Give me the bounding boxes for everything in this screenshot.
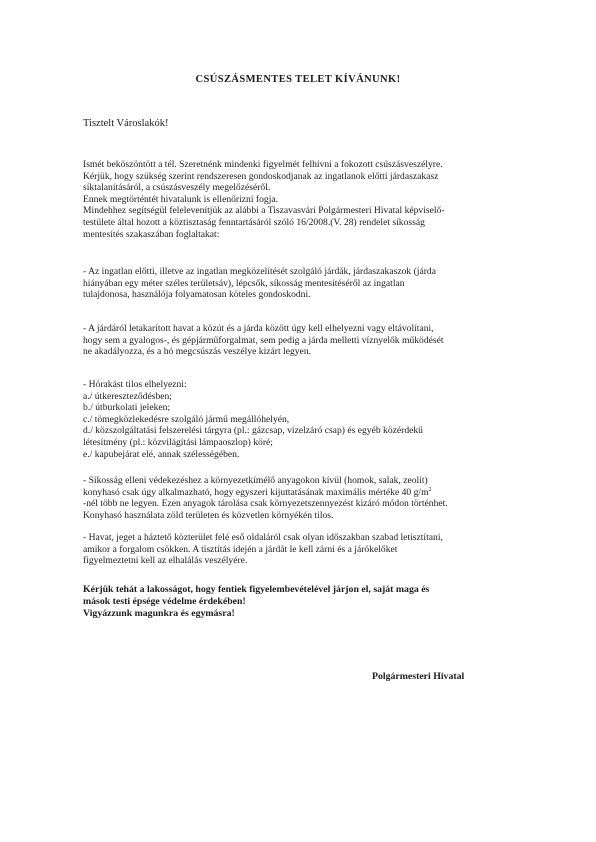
superscript: 2 xyxy=(428,486,432,493)
rule-line: tulajdonosa, használója folyamatosan köteles gondoskodni. xyxy=(83,289,311,301)
rule-sidewalk-clearing xyxy=(83,266,535,301)
rule-snow-removal xyxy=(83,323,535,358)
closing-line: mások testi épsége védelme érdekében! xyxy=(83,596,246,607)
signature: Polgármesteri Hivatal xyxy=(372,671,465,682)
rule-line: figyelmeztetni kell az elhalálás veszélyére. xyxy=(83,555,248,567)
intro-line: Mindehhez segítségül felelevenítjük az alábbi a Tiszavasvári Polgármesteri Hivatal képviselő- xyxy=(83,205,445,217)
rule-line: amikor a forgalom csökken. A tisztítás idején a járdát le kell zárni és a járókelőket xyxy=(83,543,398,555)
list-item: létesítmény (pl.: közvilágítási lámpaoszlop) köré; xyxy=(83,436,273,448)
rule-line: - A járdáról letakarított havat a közút és a járda között úgy kell elhelyezni vagy eltávolítani, xyxy=(83,323,434,334)
list-item: b./ útburkolati jeleken; xyxy=(83,402,171,414)
closing-appeal xyxy=(83,584,535,620)
rule-line: hogy sem a gyalogos-, és gépjárműforgalmat, sem pedig a járda melletti víznyelők működését xyxy=(83,334,444,346)
intro-line: mentesítés szakaszában foglaltakat: xyxy=(83,228,220,240)
closing-line: Kérjük tehát a lakosságot, hogy fentiek figyelembevételével járjon el, saját maga és xyxy=(83,584,430,595)
snow-pile-restrictions xyxy=(83,379,535,460)
document-title: CSÚSZÁSMENTES TELET KÍVÁNUNK! xyxy=(195,74,401,85)
closing-line: Vigyázzunk magunkra és egymásra! xyxy=(83,608,235,619)
list-item: c./ tömegközlekedésre szolgáló jármű megállóhelyén, xyxy=(83,413,290,425)
rule-line: hiányában egy méter széles területsáv), lépcsők, síkosság mentesítéséről az ingatlan xyxy=(83,277,405,289)
rule-text: konyhasó csak úgy alkalmazható, hogy egyszeri kijuttatásának maximális mértéke 40 g/m xyxy=(83,486,429,498)
list-item: e./ kapubejárat elé, annak szélességében. xyxy=(83,448,240,460)
intro-line: síktalanításáról, a csúszásveszély megelőzéséről. xyxy=(83,182,271,194)
rule-roof-clearing xyxy=(83,532,535,567)
rule-line: -nél több ne legyen. Ezen anyagok tárolása csak környezetszennyezést kizáró módon történhet. xyxy=(83,498,448,510)
list-item: a./ útkereszteződésben; xyxy=(83,390,172,402)
intro-line: testülete által hozott a köztisztaság fenntartásáról szóló 16/2008.(V. 28) rendelet síkosság xyxy=(83,216,425,228)
list-item: d./ közszolgáltatási felszerelési tárgyra (pl.: gázcsap, vízelzáró csap) és egyéb közérdekű xyxy=(83,425,423,437)
rule-line xyxy=(83,487,535,499)
greeting: Tisztelt Városlakók! xyxy=(83,118,169,129)
rule-line: - Az ingatlan előtti, illetve az ingatlan megközelítését szolgáló járdák, járdaszakaszok (járda xyxy=(83,266,436,277)
rule-line: ne akadályozza, és a hó megcsúszás veszélye kizárt legyen. xyxy=(83,346,312,358)
rule-deicing xyxy=(83,475,535,521)
rule-line: Konyhasó használata zöld területen és közvetlen környékén tilos. xyxy=(83,509,334,521)
intro-line: Kérjük, hogy szükség szerint rendszeresen gondoskodjanak az ingatlanok előtti járdaszakasz xyxy=(83,170,439,182)
rule-line: - Síkosság elleni védekezéshez a környezetkímélő anyagokon kívül (homok, salak, zeolit) xyxy=(83,475,428,486)
intro-line: Ismét beköszöntött a tél. Szeretnénk mindenki figyelmét felhívni a fokozott csúszásveszélyre. xyxy=(83,159,443,170)
intro-line: Ennek megtörténtét hivatalunk is ellenőrizni fogja. xyxy=(83,193,279,205)
rule-line: - Havat, jeget a háztető közterület felé eső oldaláról csak olyan időszakban szabad letisztítani, xyxy=(83,532,443,543)
intro-paragraph xyxy=(83,159,535,240)
list-heading: - Hórakást tilos elhelyezni: xyxy=(83,379,187,390)
